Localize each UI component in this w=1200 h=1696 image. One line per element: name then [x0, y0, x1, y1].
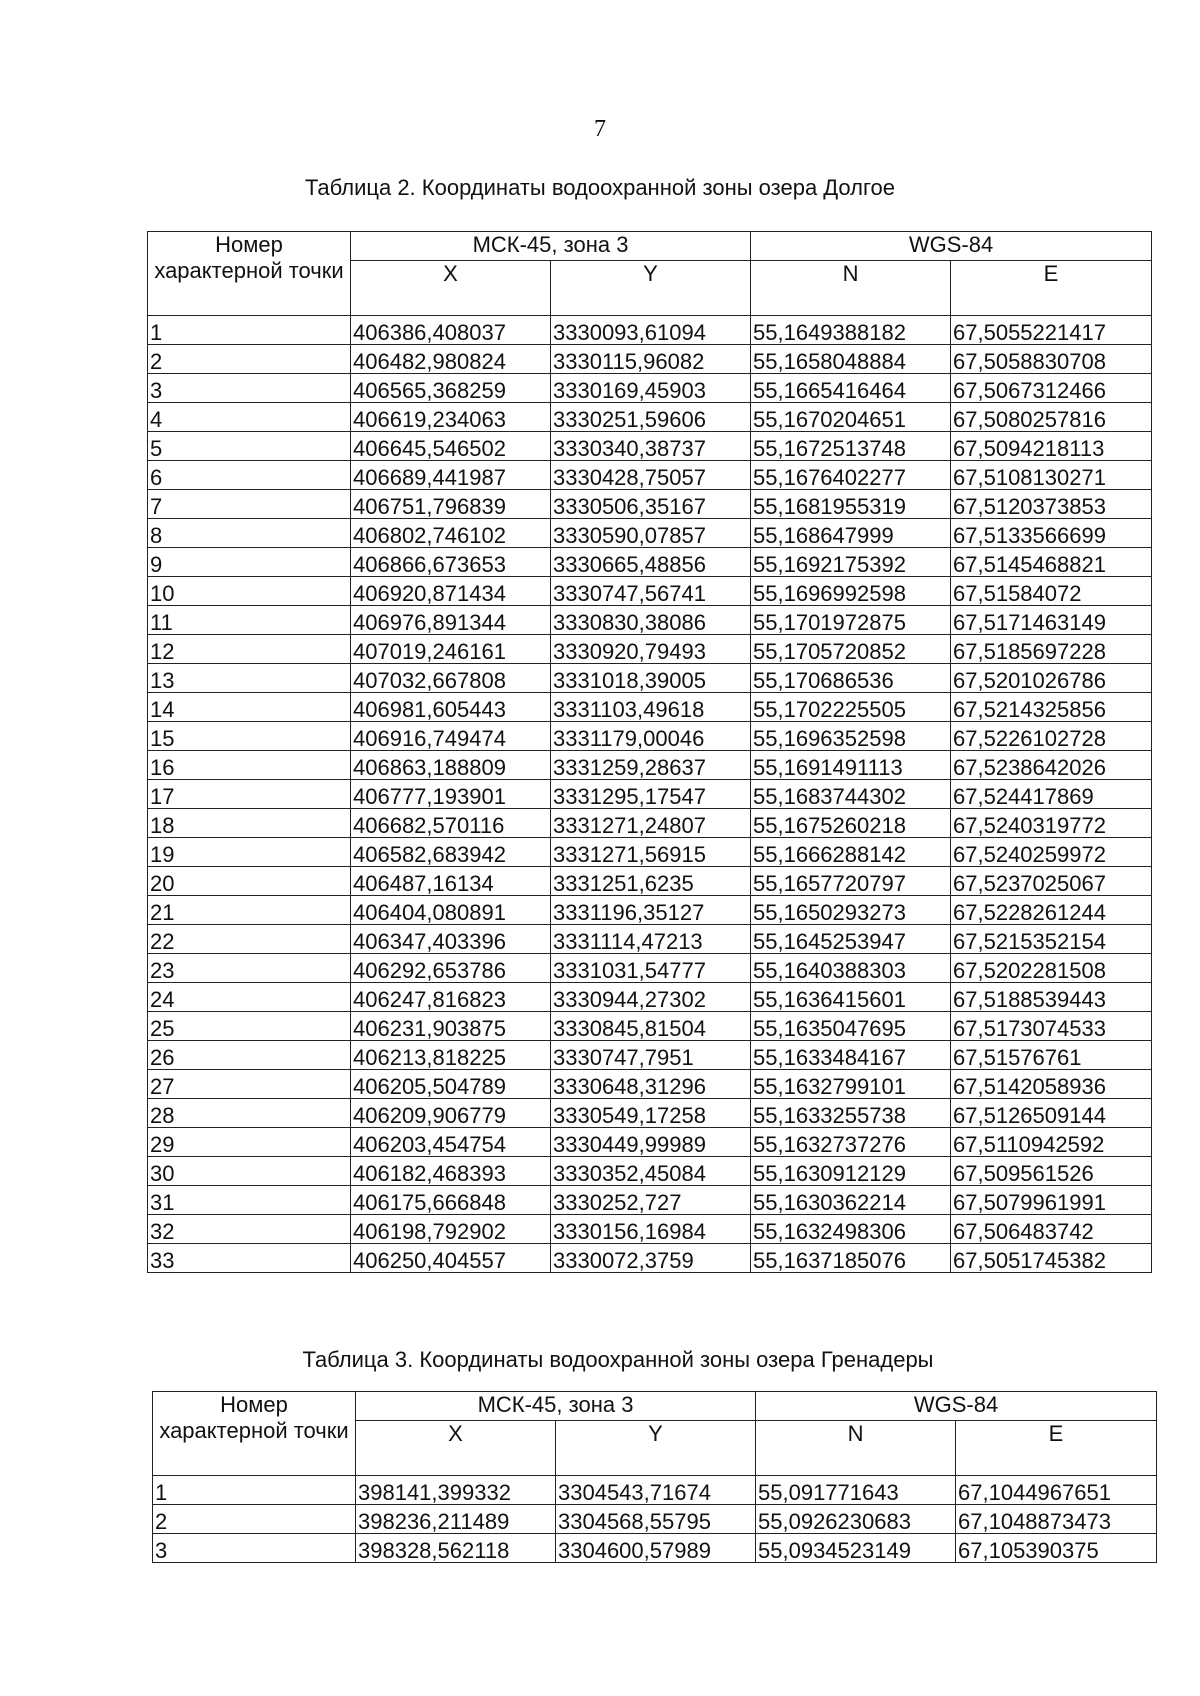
cell-n-value: 55,1640388303 [751, 954, 951, 983]
table-row [148, 577, 1152, 606]
cell-e-value: 67,5080257816 [951, 403, 1152, 432]
cell-n-value: 55,0934523149 [756, 1534, 956, 1563]
cell-point-number: 33 [148, 1244, 351, 1273]
table-row [148, 403, 1152, 432]
cell-point-number: 18 [148, 809, 351, 838]
cell-e-value: 67,5094218113 [951, 432, 1152, 461]
cell-point-number: 3 [148, 374, 351, 403]
cell-n-value: 55,168647999 [751, 519, 951, 548]
cell-point-number: 12 [148, 635, 351, 664]
table-row [153, 1476, 1157, 1505]
cell-point-number: 1 [148, 316, 351, 345]
cell-y-value: 3331103,49618 [551, 693, 751, 722]
cell-point-number: 25 [148, 1012, 351, 1041]
cell-y-value: 3330449,99989 [551, 1128, 751, 1157]
cell-e-value: 67,5171463149 [951, 606, 1152, 635]
cell-e-value: 67,524417869 [951, 780, 1152, 809]
table2-header-wgs: WGS-84 [751, 232, 1152, 261]
cell-point-number: 28 [148, 1099, 351, 1128]
table-row [148, 490, 1152, 519]
cell-y-value: 3330747,56741 [551, 577, 751, 606]
cell-point-number: 14 [148, 693, 351, 722]
cell-y-value: 3331179,00046 [551, 722, 751, 751]
cell-x-value: 398328,562118 [356, 1534, 556, 1563]
cell-y-value: 3330428,75057 [551, 461, 751, 490]
cell-point-number: 3 [153, 1534, 356, 1563]
cell-e-value: 67,5237025067 [951, 867, 1152, 896]
cell-e-value: 67,5108130271 [951, 461, 1152, 490]
table-row [148, 1128, 1152, 1157]
cell-y-value: 3330648,31296 [551, 1070, 751, 1099]
cell-n-value: 55,1665416464 [751, 374, 951, 403]
table3-header-x: X [356, 1421, 556, 1476]
cell-e-value: 67,5214325856 [951, 693, 1152, 722]
cell-n-value: 55,1637185076 [751, 1244, 951, 1273]
cell-x-value: 406565,368259 [351, 374, 551, 403]
table3-header-e: E [956, 1421, 1157, 1476]
table-row [148, 722, 1152, 751]
table-row [148, 1215, 1152, 1244]
cell-x-value: 406205,504789 [351, 1070, 551, 1099]
cell-y-value: 3330845,81504 [551, 1012, 751, 1041]
cell-n-value: 55,1696352598 [751, 722, 951, 751]
cell-e-value: 67,5120373853 [951, 490, 1152, 519]
cell-e-value: 67,5185697228 [951, 635, 1152, 664]
cell-point-number: 23 [148, 954, 351, 983]
cell-point-number: 22 [148, 925, 351, 954]
cell-n-value: 55,091771643 [756, 1476, 956, 1505]
table-row [148, 374, 1152, 403]
cell-x-value: 406404,080891 [351, 896, 551, 925]
table-row [148, 1041, 1152, 1070]
cell-point-number: 9 [148, 548, 351, 577]
cell-y-value: 3330920,79493 [551, 635, 751, 664]
cell-x-value: 406182,468393 [351, 1157, 551, 1186]
cell-e-value: 67,5067312466 [951, 374, 1152, 403]
cell-e-value: 67,5145468821 [951, 548, 1152, 577]
table3-header-y: Y [556, 1421, 756, 1476]
table2-header-y: Y [551, 261, 751, 316]
table-row [148, 1244, 1152, 1273]
cell-y-value: 3304600,57989 [556, 1534, 756, 1563]
cell-n-value: 55,1633484167 [751, 1041, 951, 1070]
cell-e-value: 67,5142058936 [951, 1070, 1152, 1099]
table-row [148, 664, 1152, 693]
cell-point-number: 19 [148, 838, 351, 867]
cell-point-number: 2 [148, 345, 351, 374]
cell-x-value: 398141,399332 [356, 1476, 556, 1505]
cell-e-value: 67,1048873473 [956, 1505, 1157, 1534]
cell-e-value: 67,5058830708 [951, 345, 1152, 374]
table2-body [148, 316, 1152, 1273]
cell-n-value: 55,1681955319 [751, 490, 951, 519]
cell-point-number: 2 [153, 1505, 356, 1534]
table-row [153, 1505, 1157, 1534]
cell-point-number: 16 [148, 751, 351, 780]
cell-n-value: 55,1633255738 [751, 1099, 951, 1128]
cell-y-value: 3331259,28637 [551, 751, 751, 780]
table-row [148, 1099, 1152, 1128]
cell-x-value: 406209,906779 [351, 1099, 551, 1128]
cell-e-value: 67,105390375 [956, 1534, 1157, 1563]
cell-e-value: 67,506483742 [951, 1215, 1152, 1244]
cell-y-value: 3330665,48856 [551, 548, 751, 577]
cell-y-value: 3330169,45903 [551, 374, 751, 403]
cell-x-value: 406645,546502 [351, 432, 551, 461]
cell-e-value: 67,5240259972 [951, 838, 1152, 867]
table3-header-point: Номер характерной точки [153, 1392, 356, 1476]
cell-n-value: 55,170686536 [751, 664, 951, 693]
cell-point-number: 15 [148, 722, 351, 751]
cell-x-value: 406920,871434 [351, 577, 551, 606]
cell-x-value: 406777,193901 [351, 780, 551, 809]
cell-y-value: 3330944,27302 [551, 983, 751, 1012]
cell-y-value: 3330506,35167 [551, 490, 751, 519]
cell-n-value: 55,1701972875 [751, 606, 951, 635]
table-row [148, 316, 1152, 345]
cell-y-value: 3330115,96082 [551, 345, 751, 374]
cell-n-value: 55,1666288142 [751, 838, 951, 867]
cell-x-value: 406751,796839 [351, 490, 551, 519]
cell-y-value: 3331271,56915 [551, 838, 751, 867]
table-row [148, 751, 1152, 780]
cell-point-number: 29 [148, 1128, 351, 1157]
cell-n-value: 55,1650293273 [751, 896, 951, 925]
table-row [148, 548, 1152, 577]
cell-e-value: 67,1044967651 [956, 1476, 1157, 1505]
cell-y-value: 3330747,7951 [551, 1041, 751, 1070]
cell-e-value: 67,5226102728 [951, 722, 1152, 751]
cell-x-value: 406231,903875 [351, 1012, 551, 1041]
table3-header-n: N [756, 1421, 956, 1476]
cell-e-value: 67,51584072 [951, 577, 1152, 606]
cell-x-value: 406487,16134 [351, 867, 551, 896]
cell-y-value: 3330549,17258 [551, 1099, 751, 1128]
cell-point-number: 5 [148, 432, 351, 461]
cell-point-number: 10 [148, 577, 351, 606]
table-row [148, 867, 1152, 896]
cell-n-value: 55,1630912129 [751, 1157, 951, 1186]
cell-n-value: 55,1692175392 [751, 548, 951, 577]
cell-e-value: 67,51576761 [951, 1041, 1152, 1070]
cell-point-number: 27 [148, 1070, 351, 1099]
cell-x-value: 406619,234063 [351, 403, 551, 432]
cell-n-value: 55,1675260218 [751, 809, 951, 838]
cell-point-number: 1 [153, 1476, 356, 1505]
cell-e-value: 67,5240319772 [951, 809, 1152, 838]
table-row [148, 780, 1152, 809]
table-row [148, 1012, 1152, 1041]
cell-e-value: 67,509561526 [951, 1157, 1152, 1186]
cell-y-value: 3330252,727 [551, 1186, 751, 1215]
table-row [148, 896, 1152, 925]
cell-e-value: 67,5126509144 [951, 1099, 1152, 1128]
table-row [148, 461, 1152, 490]
table-row [148, 1157, 1152, 1186]
cell-point-number: 11 [148, 606, 351, 635]
cell-n-value: 55,1676402277 [751, 461, 951, 490]
table3-header-wgs: WGS-84 [756, 1392, 1157, 1421]
cell-point-number: 30 [148, 1157, 351, 1186]
cell-n-value: 55,1636415601 [751, 983, 951, 1012]
table-row [148, 983, 1152, 1012]
cell-n-value: 55,1691491113 [751, 751, 951, 780]
cell-n-value: 55,1658048884 [751, 345, 951, 374]
table-row [148, 432, 1152, 461]
cell-e-value: 67,5133566699 [951, 519, 1152, 548]
table-row [148, 809, 1152, 838]
cell-y-value: 3330093,61094 [551, 316, 751, 345]
cell-point-number: 32 [148, 1215, 351, 1244]
cell-x-value: 406863,188809 [351, 751, 551, 780]
table-row [153, 1534, 1157, 1563]
cell-y-value: 3330352,45084 [551, 1157, 751, 1186]
cell-point-number: 21 [148, 896, 351, 925]
cell-e-value: 67,5173074533 [951, 1012, 1152, 1041]
cell-point-number: 6 [148, 461, 351, 490]
cell-x-value: 406976,891344 [351, 606, 551, 635]
cell-x-value: 406582,683942 [351, 838, 551, 867]
table3-body [153, 1476, 1157, 1563]
cell-e-value: 67,5215352154 [951, 925, 1152, 954]
cell-e-value: 67,5238642026 [951, 751, 1152, 780]
cell-n-value: 55,1645253947 [751, 925, 951, 954]
cell-e-value: 67,5188539443 [951, 983, 1152, 1012]
table-row [148, 1186, 1152, 1215]
cell-e-value: 67,5228261244 [951, 896, 1152, 925]
cell-y-value: 3330251,59606 [551, 403, 751, 432]
table2-header-x: X [351, 261, 551, 316]
table2-header-msk: МСК-45, зона 3 [351, 232, 751, 261]
table-row [148, 1070, 1152, 1099]
cell-x-value: 406203,454754 [351, 1128, 551, 1157]
table3 [152, 1391, 1157, 1563]
cell-e-value: 67,5110942592 [951, 1128, 1152, 1157]
table2-caption: Таблица 2. Координаты водоохранной зоны озера Долгое [304, 175, 896, 200]
cell-x-value: 406213,818225 [351, 1041, 551, 1070]
cell-n-value: 55,1683744302 [751, 780, 951, 809]
table-row [148, 345, 1152, 374]
cell-y-value: 3330830,38086 [551, 606, 751, 635]
cell-x-value: 398236,211489 [356, 1505, 556, 1534]
cell-point-number: 13 [148, 664, 351, 693]
cell-x-value: 407032,667808 [351, 664, 551, 693]
cell-y-value: 3330156,16984 [551, 1215, 751, 1244]
cell-e-value: 67,5079961991 [951, 1186, 1152, 1215]
table3-caption: Таблица 3. Координаты водоохранной зоны озера Гренадеры [302, 1347, 934, 1372]
cell-n-value: 55,1630362214 [751, 1186, 951, 1215]
cell-x-value: 406916,749474 [351, 722, 551, 751]
cell-y-value: 3330340,38737 [551, 432, 751, 461]
cell-y-value: 3331031,54777 [551, 954, 751, 983]
table3-header-msk: МСК-45, зона 3 [356, 1392, 756, 1421]
cell-n-value: 55,1635047695 [751, 1012, 951, 1041]
cell-x-value: 406175,666848 [351, 1186, 551, 1215]
cell-point-number: 31 [148, 1186, 351, 1215]
cell-n-value: 55,0926230683 [756, 1505, 956, 1534]
table-row [148, 838, 1152, 867]
cell-x-value: 406866,673653 [351, 548, 551, 577]
cell-n-value: 55,1702225505 [751, 693, 951, 722]
cell-x-value: 406981,605443 [351, 693, 551, 722]
table-row [148, 635, 1152, 664]
cell-point-number: 8 [148, 519, 351, 548]
cell-x-value: 406247,816823 [351, 983, 551, 1012]
cell-y-value: 3331251,6235 [551, 867, 751, 896]
cell-e-value: 67,5051745382 [951, 1244, 1152, 1273]
cell-point-number: 24 [148, 983, 351, 1012]
page-number: 7 [594, 116, 606, 142]
cell-e-value: 67,5201026786 [951, 664, 1152, 693]
table2-header-e: E [951, 261, 1152, 316]
cell-y-value: 3331295,17547 [551, 780, 751, 809]
table2-header-point: Номер характерной точки [148, 232, 351, 316]
cell-point-number: 7 [148, 490, 351, 519]
table-row [148, 954, 1152, 983]
cell-y-value: 3331114,47213 [551, 925, 751, 954]
cell-x-value: 406198,792902 [351, 1215, 551, 1244]
cell-n-value: 55,1632799101 [751, 1070, 951, 1099]
cell-n-value: 55,1632498306 [751, 1215, 951, 1244]
cell-n-value: 55,1696992598 [751, 577, 951, 606]
cell-y-value: 3304543,71674 [556, 1476, 756, 1505]
cell-x-value: 406292,653786 [351, 954, 551, 983]
cell-n-value: 55,1657720797 [751, 867, 951, 896]
cell-n-value: 55,1672513748 [751, 432, 951, 461]
table2-header-n: N [751, 261, 951, 316]
cell-x-value: 406689,441987 [351, 461, 551, 490]
cell-n-value: 55,1705720852 [751, 635, 951, 664]
cell-point-number: 4 [148, 403, 351, 432]
cell-y-value: 3304568,55795 [556, 1505, 756, 1534]
cell-y-value: 3330590,07857 [551, 519, 751, 548]
table-row [148, 519, 1152, 548]
cell-x-value: 406482,980824 [351, 345, 551, 374]
cell-y-value: 3330072,3759 [551, 1244, 751, 1273]
table-row [148, 606, 1152, 635]
cell-x-value: 406347,403396 [351, 925, 551, 954]
cell-n-value: 55,1632737276 [751, 1128, 951, 1157]
cell-x-value: 406802,746102 [351, 519, 551, 548]
table-row [148, 693, 1152, 722]
cell-x-value: 406682,570116 [351, 809, 551, 838]
cell-y-value: 3331196,35127 [551, 896, 751, 925]
cell-point-number: 20 [148, 867, 351, 896]
cell-n-value: 55,1670204651 [751, 403, 951, 432]
cell-x-value: 407019,246161 [351, 635, 551, 664]
cell-x-value: 406250,404557 [351, 1244, 551, 1273]
cell-x-value: 406386,408037 [351, 316, 551, 345]
table-row [148, 925, 1152, 954]
cell-n-value: 55,1649388182 [751, 316, 951, 345]
cell-e-value: 67,5202281508 [951, 954, 1152, 983]
cell-point-number: 26 [148, 1041, 351, 1070]
cell-y-value: 3331018,39005 [551, 664, 751, 693]
cell-point-number: 17 [148, 780, 351, 809]
table2 [147, 231, 1152, 1273]
cell-y-value: 3331271,24807 [551, 809, 751, 838]
cell-e-value: 67,5055221417 [951, 316, 1152, 345]
